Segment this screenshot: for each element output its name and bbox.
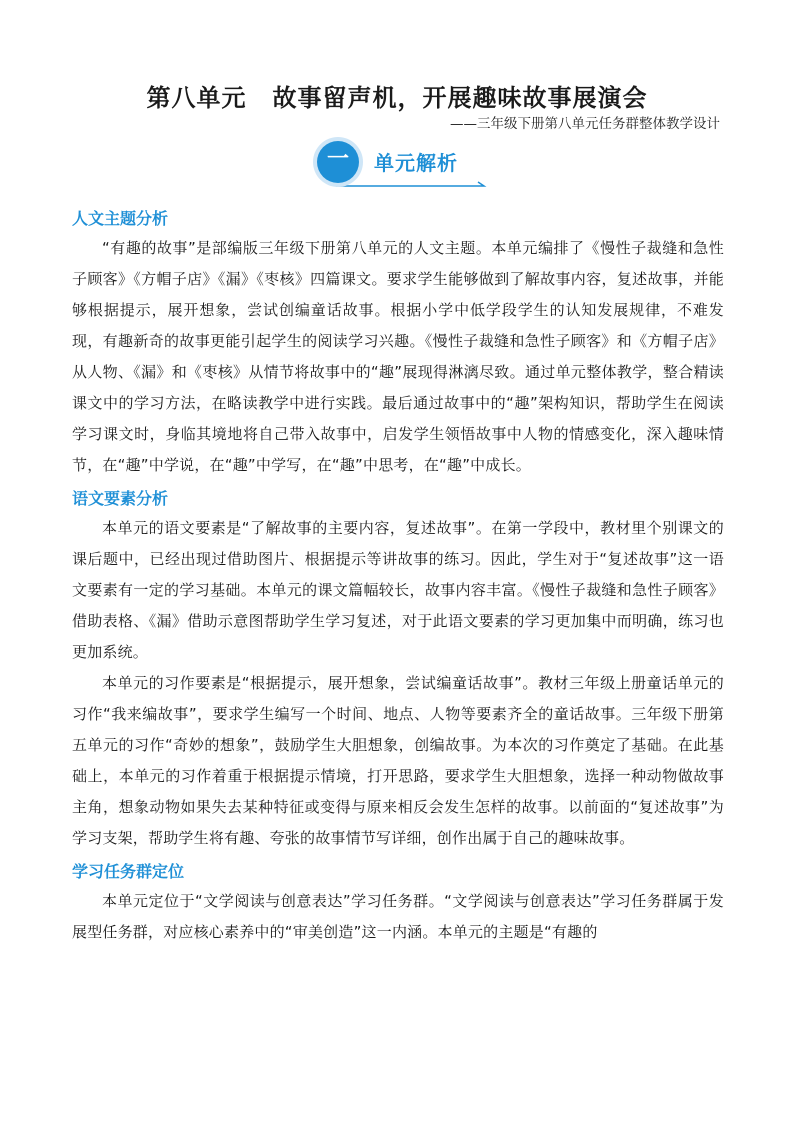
document-body [72,205,724,948]
section-heading-language: 语文要素分析 [72,489,169,508]
banner-label: 单元解析 [374,151,458,175]
title-theme: 故事留声机，开展趣味故事展演会 [272,84,648,112]
banner-number: 一 [326,147,349,172]
page-title [0,78,794,113]
section-heading-task-group: 学习任务群定位 [72,862,185,881]
paragraph: 本单元的习作要素是“根据提示，展开想象，尝试编童话故事”。教材三年级上册童话单元的习作“我来编故事”，要求学生编写一个时间、地点、人物等要素齐全的童话故事。三年级下册第五单元的习作“奇妙的想象”，鼓励学生大胆想象，创编故事。为本次的习作奠定了基础。在此基础上，本单元的习作着重于根据提示情境，打开思路，要求学生大胆想象，选择一种动物做故事主角，想象动物如果失去某种特征或变得与原来相反会发生怎样的故事。以前面的“复述故事”为学习支架，帮助学生将有趣、夸张的故事情节写详细，创作出属于自己的趣味故事。 [72,674,724,847]
page-subtitle: ——三年级下册第八单元任务群整体教学设计 [450,116,720,132]
section-banner [312,136,492,188]
paragraph: “有趣的故事”是部编版三年级下册第八单元的人文主题。本单元编排了《慢性子裁缝和急性子顾客》《方帽子店》《漏》《枣核》四篇课文。要求学生能够做到了解故事内容，复述故事，并能够根据提示，展开想象，尝试创编童话故事。根据小学中低学段学生的认知发展规律，不难发现，有趣新奇的故事更能引起学生的阅读学习兴趣。《慢性子裁缝和急性子顾客》和《方帽子店》从人物、《漏》和《枣核》从情节将故事中的“趣”展现得淋漓尽致。通过单元整体教学，整合精读课文中的学习方法，在略读教学中进行实践。最后通过故事中的“趣”架构知识，帮助学生在阅读学习课文时，身临其境地将自己带入故事中，启发学生领悟故事中人物的情感变化，深入趣味情节，在“趣”中学说，在“趣”中学写，在“趣”中思考，在“趣”中成长。 [72,239,724,474]
paragraph: 本单元定位于“文学阅读与创意表达”学习任务群。“文学阅读与创意表达”学习任务群属于发展型任务群，对应核心素养中的“审美创造”这一内涵。本单元的主题是“有趣的 [72,892,724,941]
section-heading-humanities: 人文主题分析 [72,209,169,228]
paragraph: 本单元的语文要素是“了解故事的主要内容，复述故事”。在第一学段中，教材里个别课文的课后题中，已经出现过借助图片、根据提示等讲故事的练习。因此，学生对于“复述故事”这一语文要素有一定的学习基础。本单元的课文篇幅较长，故事内容丰富。《慢性子裁缝和急性子顾客》借助表格、《漏》借助示意图帮助学生学习复述，对于此语文要素的学习更加集中而明确，练习也更加系统。 [72,519,724,661]
title-unit: 第八单元 [146,84,247,112]
